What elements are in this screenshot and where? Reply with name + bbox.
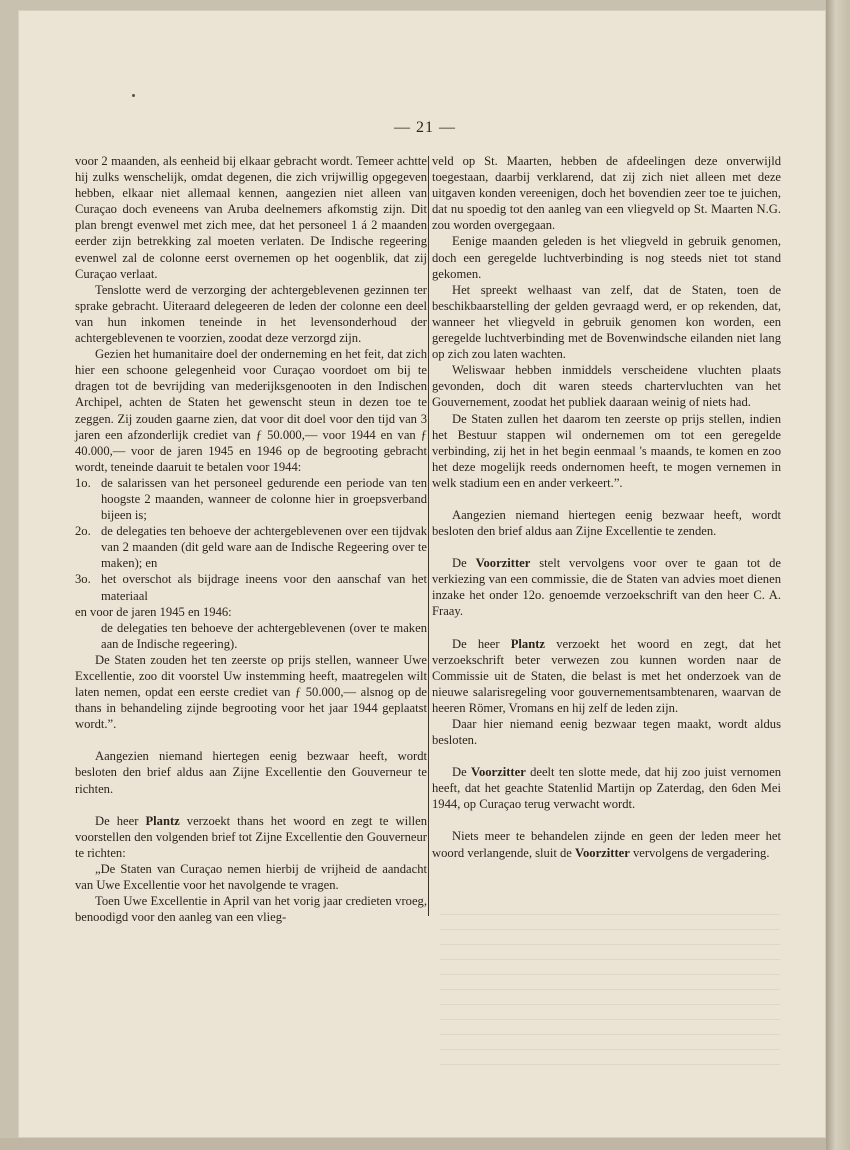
text-run: stelt vervolgens voor over te gaan tot de verkiezing van een commissie, die de Staten van advies moet dienen inzake het onder 12o. genoemde verzoekschrift van den heer C. A. Fraay. — [432, 556, 782, 619]
list-item — [75, 475, 427, 523]
text-run: De — [452, 765, 471, 780]
right-column — [432, 153, 781, 861]
paragraph — [432, 555, 781, 619]
paragraph: en voor de jaren 1945 en 1946: — [75, 604, 232, 619]
paragraph: Weliswaar hebben inmiddels verscheidene vluchten plaats gevonden, doch dit waren steeds chartervluchten van het Gouvernement, zoodat het publiek daaraan weinig of niets had. — [432, 363, 781, 410]
paragraph — [432, 828, 781, 860]
paragraph: De Staten zouden het ten zeerste op prijs stellen, wanneer Uwe Excellentie, zoo dit voorstel Uw instemming heeft, maatregelen wilt laten nemen, opdat een eerste crediet van ƒ 50.000,— alsnog op de thans in behandeling zijnde begrooting voor het jaar 1944 geplaatst wordt.”. — [75, 652, 427, 732]
paragraph: De Staten zullen het daarom ten zeerste op prijs stellen, indien het Bestuur stappen wil ondernemen om tot een geregelde verbinding, zij het in het begin eenmaal 's maands, te komen en zoo het deze mogelijk reeds ondernomen heeft, te mogen vernemen in welk stadium een en ander verkeert.”. — [432, 411, 781, 490]
paragraph: Toen Uwe Excellentie in April van het vorig jaar credieten vroeg, benoodigd voor den aanleg van een vlieg- — [75, 894, 427, 925]
text-run: vervolgens de vergadering. — [629, 845, 770, 860]
paragraph — [75, 813, 427, 861]
paragraph: Tenslotte werd de verzorging der achtergeblevenen gezinnen ter sprake gebracht. Uiteraard delegeeren de leden der colonne een deel van hun inkomen teneinde in het levensonderhoud der achtergeblevenen te voorzien, zoodat deze verzorgd zijn. — [75, 282, 427, 346]
column-divider — [428, 156, 429, 916]
speaker-name: Voorzitter — [575, 845, 630, 860]
paragraph: Daar hier niemand eenig bezwaar tegen maakt, wordt aldus besloten. — [432, 717, 781, 748]
speaker-name: Voorzitter — [471, 765, 526, 780]
list-text: de salarissen van het personeel gedurende een periode van ten hoogste 2 maanden, wanneer de colonne hier in groepsverband bijeen is; — [101, 475, 427, 523]
spacer — [75, 797, 427, 813]
speaker-name: Plantz — [510, 636, 546, 651]
page-edge-strip — [826, 0, 850, 1150]
text-run: De — [452, 556, 476, 571]
paragraph: Aangezien niemand hiertegen eenig bezwaar heeft, wordt besloten den brief aldus aan Zijne Excellentie te zenden. — [432, 507, 781, 539]
paragraph: Het spreekt welhaast van zelf, dat de Staten, toen de beschikbaarstelling der gelden gevraagd werd, er op rekenden, dat, wanneer het vliegveld in gebruik genomen kon worden, een geregelde luchtverbinding met de Bovenwindsche eilanden niet lang op zich zou laten wachten. — [432, 282, 781, 362]
paragraph: Eenige maanden geleden is het vliegveld in gebruik genomen, doch een geregelde luchtverbinding is nog steeds niet tot stand gekomen. — [432, 234, 781, 281]
spacer — [75, 732, 427, 748]
page-bottom-edge — [0, 1138, 826, 1150]
list-item — [75, 523, 427, 571]
spacer — [432, 620, 781, 636]
text-run: verzoekt thans het woord en zegt te willen voorstellen den volgenden brief tot Zijne Excellentie den Gouverneur te richten: — [75, 813, 428, 860]
bleed-through-texture — [440, 905, 780, 1075]
paragraph: Aangezien niemand hiertegen eenig bezwaar heeft, wordt besloten den brief aldus aan Zijne Excellentie den Gouverneur te richten. — [75, 749, 427, 796]
page-number: — 21 — — [394, 119, 456, 136]
spacer — [432, 748, 781, 764]
paragraph: Gezien het humanitaire doel der onderneming en het feit, dat zich hier een schoone gelegenheid voor Curaçao voordoet om bij te dragen tot de bevrijding van mederijksgenooten in den Indischen Archipel, achten de Staten het gewenscht steun in dezen toe te zeggen. Zij zouden gaarne zien, dat voor dit doel voor den tijd van 3 jaren een afzonderlijk crediet van ƒ 50.000,— voor 1944 en van ƒ 40.000,— voor de jaren 1945 en 1946 op de begrooting gebracht wordt, teneinde daaruit te betalen voor 1944: — [75, 347, 427, 474]
spacer — [432, 539, 781, 555]
list-number: 3o. — [75, 572, 91, 587]
list-number: 1o. — [75, 475, 91, 490]
text-run: Niets meer te behandelen zijnde en geen der leden meer het woord verlangende, sluit de — [432, 829, 781, 860]
paragraph: voor 2 maanden, als eenheid bij elkaar gebracht wordt. Temeer achtte hij zulks wenschelijk, omdat degenen, die zich vrijwillig opgegeven hebben, elkaar niet allemaal kennen, aangezien niet alleen van Curaçao doch eveneens van Aruba deelnemers afkomstig zijn. Dit plan brengt evenwel met zich mee, dat het personeel 1 á 2 maanden eerder zijn betrekking zal moeten verlaten. De Indische regeering evenwel zal de colonne eerst overnemen op het oogenblik, dat zij Curaçao verlaat. — [75, 154, 427, 281]
spacer — [432, 491, 781, 507]
list-number: 2o. — [75, 524, 91, 539]
speaker-name: Plantz — [145, 813, 180, 828]
text-run: De heer — [452, 636, 511, 651]
paragraph — [432, 764, 781, 812]
speaker-name: Voorzitter — [475, 556, 531, 571]
text-run: De heer — [95, 813, 146, 828]
ink-speck — [132, 94, 135, 97]
list-item — [75, 571, 427, 603]
paragraph — [432, 636, 781, 716]
list-text: het overschot als bijdrage ineens voor den aanschaf van het materiaal — [101, 572, 427, 603]
text-run: deelt ten slotte mede, dat hij zoo juist vernomen heeft, dat het geachte Statenlid Martijn op Zaterdag, den 6den Mei 1944, op Curaçao terug verwacht wordt. — [432, 765, 781, 812]
spacer — [432, 812, 781, 828]
paragraph: veld op St. Maarten, hebben de afdeelingen deze onverwijld toegestaan, daarbij verklarend, dat zij zich niet alleen met deze uitgaven konden vereenigen, doch het bovendien zeer toe te juichen, dat nu spoedig tot den aanleg van een vliegveld op St. Maarten N.G. zou worden overgegaan. — [432, 154, 781, 233]
left-column — [75, 153, 427, 925]
text-run: verzoekt het woord en zegt, dat het verzoekschrift beter verwezen zou kunnen worden naar de Commissie uit de Staten, die belast is met het onderzoek van de nieuwe salarisregeling voor gouvernementsambtenaren, waarvan de heeren Römer, Vromans en hij zelf de leden zijn. — [432, 636, 781, 715]
paragraph: de delegaties ten behoeve der achtergeblevenen (over te maken aan de Indische regeering). — [101, 620, 427, 651]
paragraph: „De Staten van Curaçao nemen hierbij de vrijheid de aandacht van Uwe Excellentie voor het navolgende te vragen. — [75, 861, 427, 893]
list-text: de delegaties ten behoeve der achtergeblevenen over een tijdvak van 2 maanden (dit geld ware aan de Indische Regeering over te maken); en — [101, 524, 427, 571]
